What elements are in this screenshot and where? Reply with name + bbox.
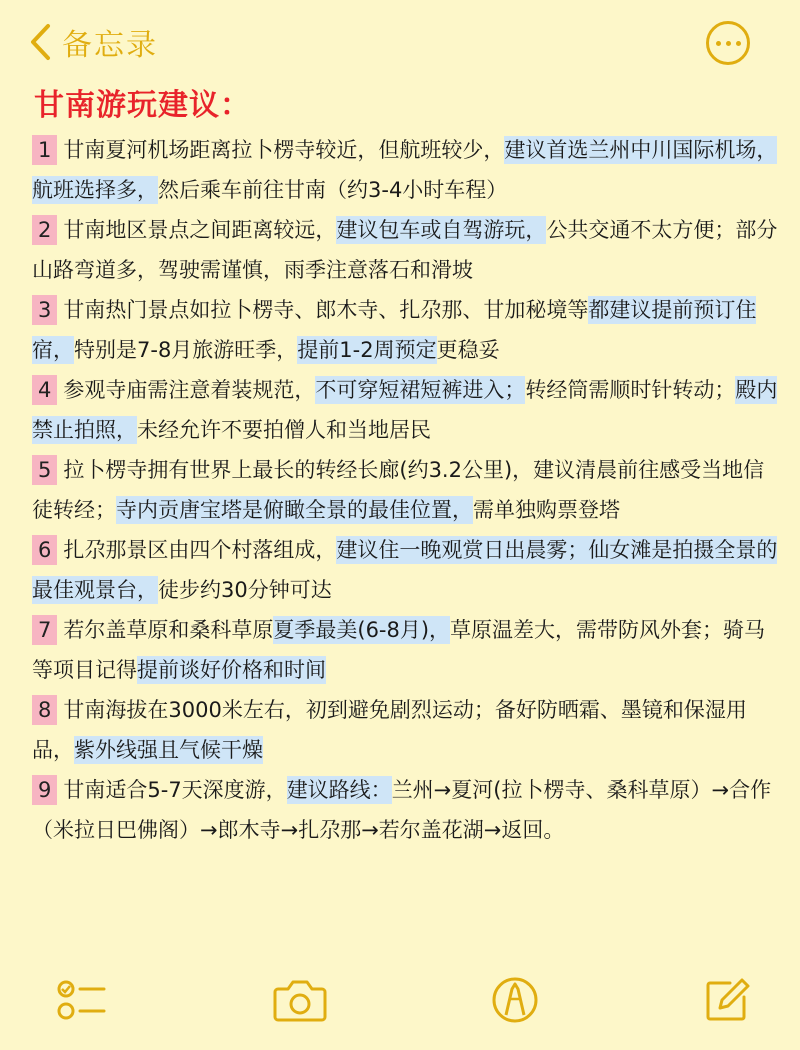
back-button[interactable]	[28, 20, 158, 64]
tip-number: 5	[32, 455, 57, 485]
tip-item	[32, 610, 780, 690]
tip-item	[32, 450, 780, 530]
chevron-left-icon	[28, 22, 52, 62]
tip-highlight: 建议首选兰州中川国际机场，航班选择多，	[32, 138, 778, 202]
tip-item	[32, 130, 780, 210]
back-label: 备忘录	[62, 28, 158, 63]
tip-text: 甘南海拔在3000米左右，初到避免剧烈运动；备好防晒霜、墨镜和保湿用品，	[32, 698, 747, 762]
tip-item	[32, 530, 780, 610]
tip-number: 1	[32, 135, 57, 165]
tip-text: 然后乘车前往甘南（约3-4小时车程）	[158, 178, 508, 202]
tip-highlight: 提前谈好价格和时间	[137, 658, 326, 682]
tip-highlight: 紫外线强且气候干燥	[74, 738, 263, 762]
tip-text: 转经筒需顺时针转动；	[525, 378, 736, 402]
tip-highlight: 建议住一晚观赏日出晨雾；仙女滩是拍摄全景的最佳观景台，	[32, 538, 778, 602]
more-icon-dot	[736, 41, 741, 46]
tip-number: 2	[32, 215, 57, 245]
top-bar	[0, 0, 800, 80]
tip-text: 甘南热门景点如拉卜楞寺、郎木寺、扎尕那、甘加秘境等	[63, 298, 589, 322]
tip-number: 6	[32, 535, 57, 565]
tip-highlight: 建议包车或自驾游玩，	[336, 218, 547, 242]
tip-text: 参观寺庙需注意着装规范，	[63, 378, 316, 402]
tip-highlight: 夏季最美(6-8月)，	[273, 618, 451, 642]
note-title: 甘南游玩建议：	[34, 88, 251, 123]
tip-item	[32, 690, 780, 770]
tip-highlight: 建议路线：	[286, 778, 392, 802]
camera-icon[interactable]	[272, 975, 328, 1025]
more-icon	[716, 41, 721, 46]
tip-highlight: 都建议提前预订住宿，	[32, 298, 757, 362]
tip-text: 扎尕那景区由四个村落组成，	[63, 538, 337, 562]
note-body[interactable]	[32, 130, 780, 850]
tip-item	[32, 290, 780, 370]
tip-highlight: 殿内禁止拍照，	[32, 378, 778, 442]
more-icon-dot	[726, 41, 731, 46]
tip-number: 3	[32, 295, 57, 325]
tip-text: 兰州→夏河(拉卜楞寺、桑科草原）→合作（米拉日巴佛阁）→郎木寺→扎尕那→若尔盖花湖→返回。	[32, 778, 772, 842]
tip-item	[32, 770, 780, 850]
tip-number: 4	[32, 375, 57, 405]
tip-text: 甘南地区景点之间距离较远，	[63, 218, 337, 242]
tip-item	[32, 370, 780, 450]
tip-text: 拉卜楞寺拥有世界上最长的转经长廊(约3.2公里)，建议清晨前往感受当地信徒转经；	[32, 458, 765, 522]
tip-number: 9	[32, 775, 57, 805]
checklist-icon[interactable]	[56, 975, 110, 1025]
tip-text: 未经允许不要拍僧人和当地居民	[137, 418, 431, 442]
pen-icon[interactable]	[490, 975, 540, 1025]
tip-text: 甘南夏河机场距离拉卜楞寺较近，但航班较少，	[63, 138, 505, 162]
bottom-toolbar	[0, 975, 800, 1050]
tip-text: 特别是7-8月旅游旺季，	[74, 338, 298, 362]
tip-item	[32, 210, 780, 290]
tip-text: 公共交通不太方便；部分山路弯道多，驾驶需谨慎，雨季注意落石和滑坡	[32, 218, 778, 282]
tip-text: 甘南适合5-7天深度游，	[63, 778, 287, 802]
tip-highlight: 提前1-2周预定	[297, 338, 437, 362]
tip-highlight: 不可穿短裙短裤进入；	[315, 378, 526, 402]
tip-number: 8	[32, 695, 57, 725]
tip-text: 若尔盖草原和桑科草原	[63, 618, 274, 642]
compose-icon[interactable]	[702, 975, 752, 1025]
tip-highlight: 寺内贡唐宝塔是俯瞰全景的最佳位置，	[116, 498, 473, 522]
tip-text: 草原温差大，需带防风外套；骑马等项目记得	[32, 618, 766, 682]
tip-text: 更稳妥	[436, 338, 500, 362]
tip-text: 徒步约30分钟可达	[158, 578, 332, 602]
tip-number: 7	[32, 615, 57, 645]
tip-text: 需单独购票登塔	[473, 498, 620, 522]
more-options-button[interactable]	[706, 21, 750, 65]
